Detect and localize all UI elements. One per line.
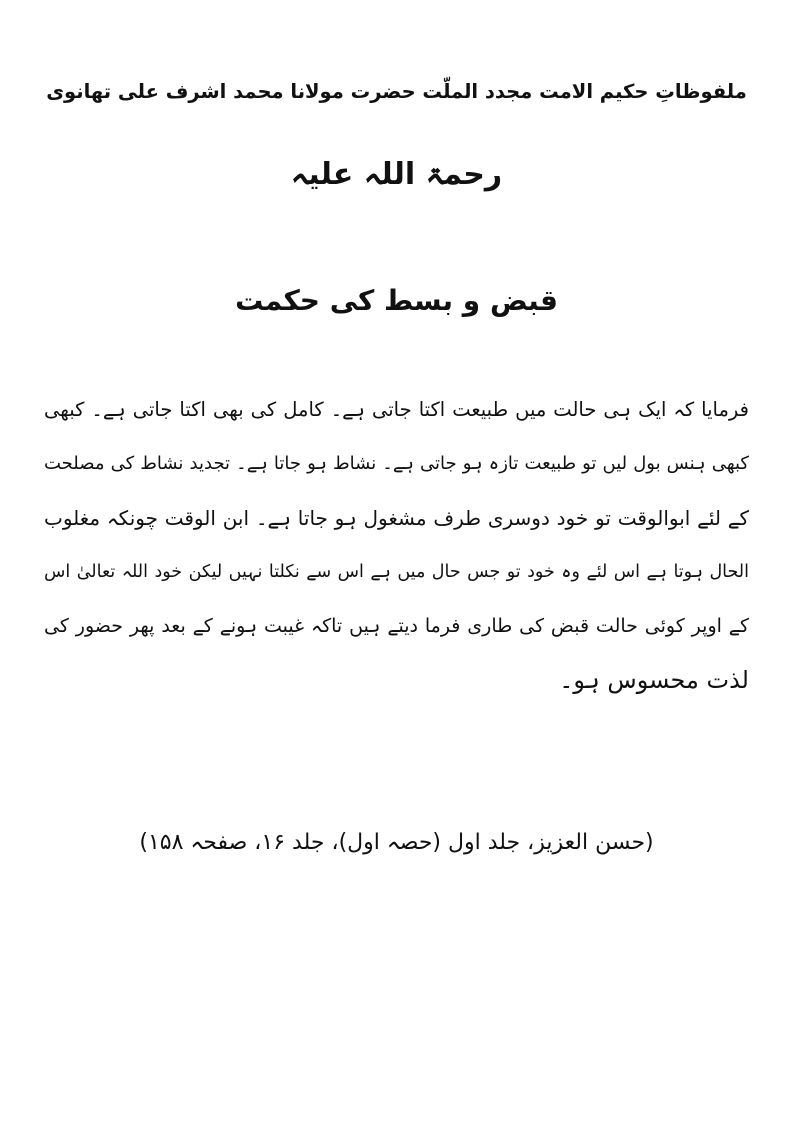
section-heading: قبض و بسط کی حکمت (235, 284, 558, 317)
source-citation: (حسن العزیز، جلد اول (حصہ اول)، جلد ۱۶، صفحہ ۱۵۸) (139, 830, 654, 855)
body-paragraph (44, 388, 749, 712)
page-title-honorific: رحمۃ اللہ علیہ (290, 157, 503, 192)
body-line-6: لذت محسوس ہو۔ (559, 666, 749, 694)
body-line-1: فرمایا کہ ایک ہی حالت میں طبیعت اکتا جاتی ہے۔ کامل کی بھی اکتا جاتی ہے۔ کبھی (44, 398, 749, 421)
page-title: ملفوظاتِ حکیم الامت مجدد الملّت حضرت مولانا محمد اشرف علی تھانوی (46, 80, 747, 103)
body-line-2: کبھی ہنس بول لیں تو طبیعت تازہ ہو جاتی ہے۔ نشاط ہو جاتا ہے۔ تجدید نشاط کی مصلحت (44, 453, 749, 474)
body-line-5: کے اوپر کوئی حالت قبض کی طاری فرما دیتے ہیں تاکہ غیبت ہونے کے بعد پھر حضور کی (44, 615, 749, 637)
body-line-3: کے لئے ابوالوقت تو خود دوسری طرف مشغول ہو جاتا ہے۔ ابن الوقت چونکہ مغلوب (44, 506, 749, 530)
body-line-4: الحال ہوتا ہے اس لئے وہ خود تو جس حال میں ہے اس سے نکلتا نہیں لیکن خود اللہ تعالیٰ اس (44, 562, 749, 582)
